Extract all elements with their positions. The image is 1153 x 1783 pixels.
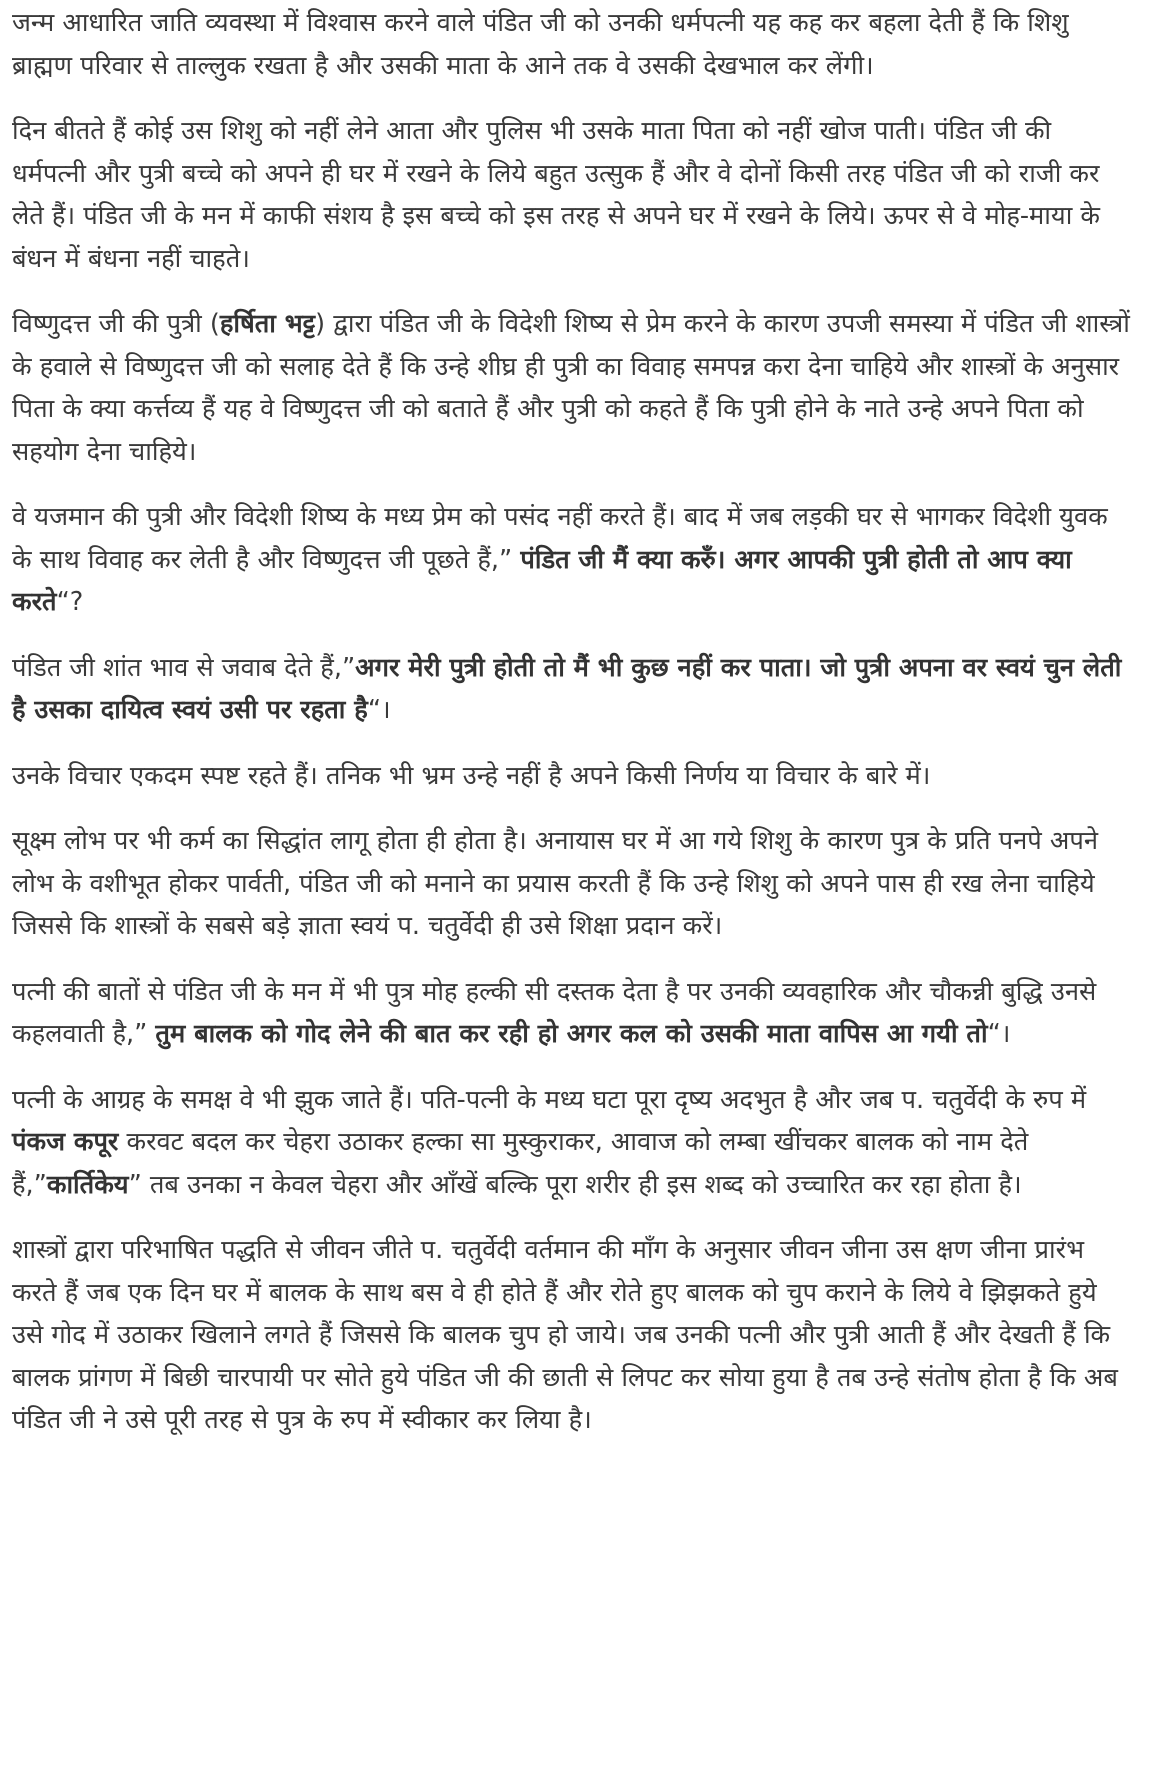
paragraph-text: ) द्वारा पंडित जी के विदेशी शिष्य से प्रेम करने के कारण उपजी समस्या में पंडित जी शास्त्रों के हवाले से विष्णुदत्त जी को सलाह देते हैं कि उन्हे शीघ्र ही पुत्री का विवाह समपन्न करा देना चाहिये और शास्त्रों के अनुसार पिता के क्या कर्त्तव्य हैं यह वे विष्णुदत्त जी को बताते हैं और पुत्री को कहते हैं कि पुत्री होने के नाते उन्हे अपने पिता को सहयोग देना चाहिये।: [12, 309, 1130, 467]
paragraph-text: करवट बदल कर चेहरा उठाकर हल्का सा मुस्कुराकर, आवाज को लम्बा खींचकर बालक को नाम देते हैं,”: [12, 1127, 1029, 1200]
paragraph-4: [12, 496, 1133, 624]
paragraph-2: [12, 110, 1133, 280]
paragraph-text: जन्म आधारित जाति व्यवस्था में विश्वास करने वाले पंडित जी को उनकी धर्मपत्नी यह कह कर बहला देती हैं कि शिशु ब्राह्मण परिवार से ताल्लुक रखता है और उसकी माता के आने तक वे उसकी देखभाल कर लेंगी।: [12, 8, 1069, 81]
paragraph-6: [12, 755, 1133, 798]
paragraph-3: [12, 303, 1133, 473]
paragraph-text: ” तब उनका न केवल चेहरा और आँखें बल्कि पूरा शरीर ही इस शब्द को उच्चारित कर रहा होता है।: [128, 1169, 1022, 1200]
bold-quote: अगर मेरी पुत्री होती तो मैं भी कुछ नहीं कर पाता। जो पुत्री अपना वर स्वयं चुन लेती है उसका दायित्व स्वयं उसी पर रहता है: [12, 652, 1122, 725]
bold-quote: तुम बालक को गोद लेने की बात कर रही हो अगर कल को उसकी माता वापिस आ गयी तो: [155, 1019, 988, 1049]
paragraph-5: [12, 647, 1133, 732]
paragraph-7: [12, 820, 1133, 948]
paragraph-text: वे यजमान की पुत्री और विदेशी शिष्य के मध्य प्रेम को पसंद नहीं करते हैं। बाद में जब लड़की घर से भागकर विदेशी युवक के साथ विवाह कर लेती है और विष्णुदत्त जी पूछते हैं,”: [12, 502, 1108, 575]
paragraph-text: “।: [987, 1019, 1011, 1049]
paragraph-9: [12, 1079, 1133, 1207]
paragraph-text: पत्नी के आग्रह के समक्ष वे भी झुक जाते हैं। पति-पत्नी के मध्य घटा पूरा दृष्य अदभुत है और जब प. चतुर्वेदी के रुप में: [12, 1084, 1087, 1115]
bold-name-pankaj-kapoor: पंकज कपूर: [12, 1127, 119, 1157]
bold-name-harshita-bhatt: हर्षिता भट्ट: [219, 309, 316, 339]
paragraph-text: पंडित जी शांत भाव से जवाब देते हैं,”: [12, 652, 356, 683]
paragraph-text: सूक्ष्म लोभ पर भी कर्म का सिद्धांत लागू होता ही होता है। अनायास घर में आ गये शिशु के कारण पुत्र के प्रति पनपे अपने लोभ के वशीभूत होकर पार्वती, पंडित जी को मनाने का प्रयास करती हैं कि उन्हे शिशु को अपने पास ही रख लेना चाहिये जिससे कि शास्त्रों के सबसे बड़े ज्ञाता स्वयं प. चतुर्वेदी ही उसे शिक्षा प्रदान करें।: [12, 826, 1098, 941]
bold-name-kartikeya: कार्तिकेय: [46, 1169, 129, 1200]
paragraph-text: दिन बीतते हैं कोई उस शिशु को नहीं लेने आता और पुलिस भी उसके माता पिता को नहीं खोज पाती। पंडित जी की धर्मपत्नी और पुत्री बच्चे को अपने ही घर में रखने के लिये बहुत उत्सुक हैं और वे दोनों किसी तरह पंडित जी को राजी कर लेते हैं। पंडित जी के मन में काफी संशय है इस बच्चे को इस तरह से अपने घर में रखने के लिये। ऊपर से वे मोह-माया के बंधन में बंधना नहीं चाहते।: [12, 116, 1100, 274]
paragraph-1: [12, 2, 1133, 87]
paragraph-8: [12, 971, 1133, 1056]
paragraph-text: शास्त्रों द्वारा परिभाषित पद्धति से जीवन जीते प. चतुर्वेदी वर्तमान की माँग के अनुसार जीवन जीना उस क्षण जीना प्रारंभ करते हैं जब एक दिन घर में बालक के साथ बस वे ही होते हैं और रोते हुए बालक को चुप कराने के लिये वे झिझकते हुये उसे गोद में उठाकर खिलाने लगते हैं जिससे कि बालक चुप हो जाये। जब उनकी पत्नी और पुत्री आती हैं और देखती हैं कि बालक प्रांगण में बिछी चारपायी पर सोते हुये पंडित जी की छाती से लिपट कर सोया हुया है तब उन्हे संतोष होता है कि अब पंडित जी ने उसे पूरी तरह से पुत्र के रुप में स्वीकार कर लिया है।: [12, 1235, 1118, 1435]
paragraph-text: “।: [367, 695, 391, 725]
paragraph-text: “?: [56, 587, 84, 617]
paragraph-text: पत्नी की बातों से पंडित जी के मन में भी पुत्र मोह हल्की सी दस्तक देता है पर उनकी व्यवहारिक और चौकन्नी बुद्धि उनसे कहलवाती है,”: [12, 976, 1097, 1049]
bold-quote: पंडित जी मैं क्या करुँ। अगर आपकी पुत्री होती तो आप क्या करते: [12, 544, 1072, 617]
paragraph-text: उनके विचार एकदम स्पष्ट रहते हैं। तनिक भी भ्रम उन्हे नहीं है अपने किसी निर्णय या विचार के बारे में।: [12, 760, 931, 791]
paragraph-text: विष्णुदत्त जी की पुत्री (: [12, 309, 220, 339]
paragraph-10: [12, 1229, 1133, 1442]
